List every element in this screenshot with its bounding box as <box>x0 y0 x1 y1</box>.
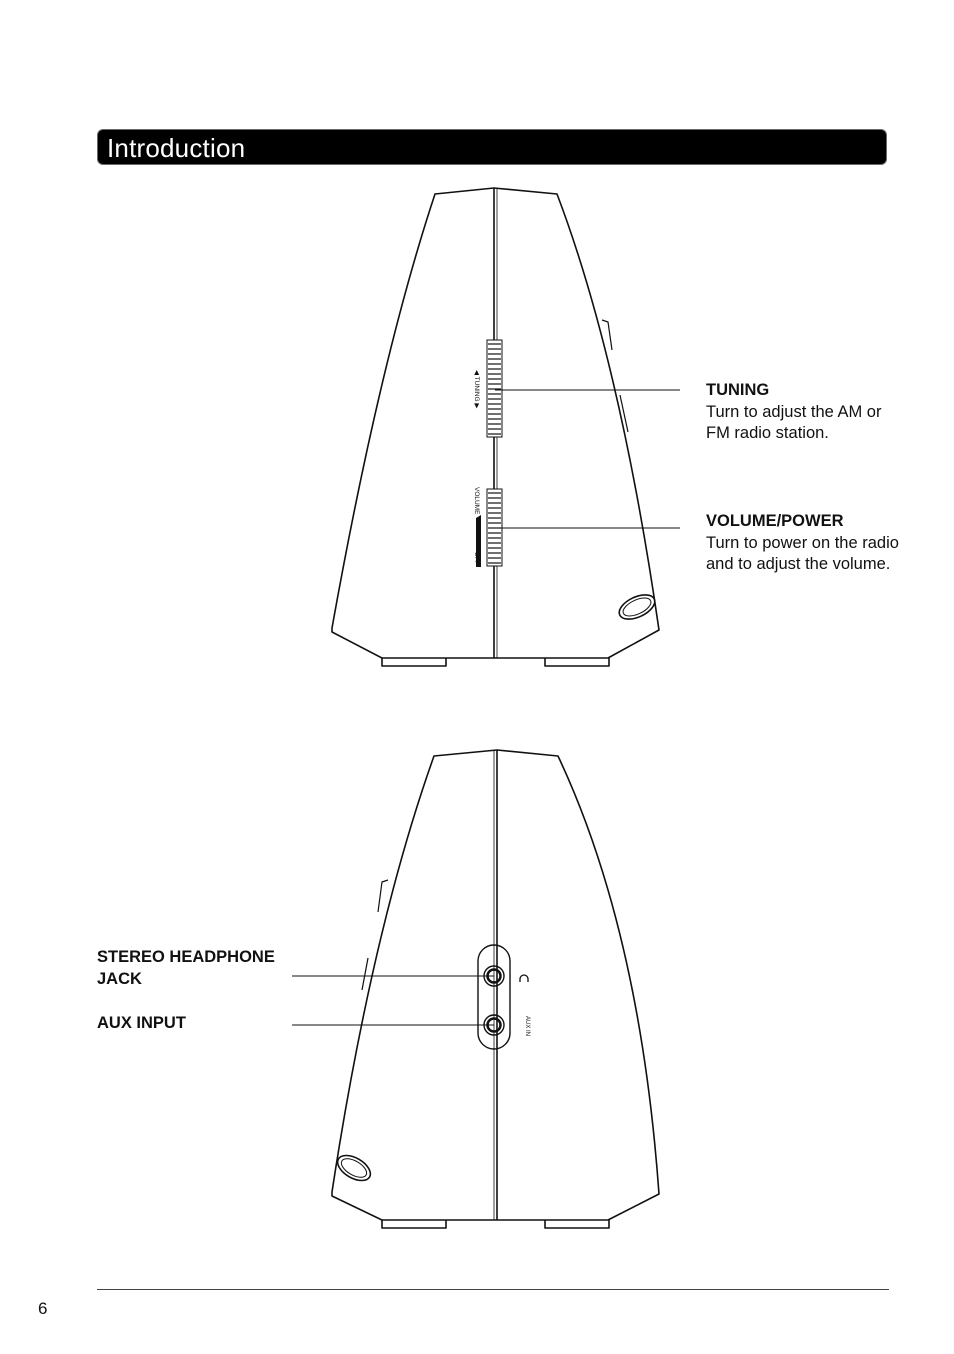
tuning-callout <box>706 380 906 445</box>
volume-callout-title: VOLUME/POWER <box>706 512 844 530</box>
aux-callout <box>97 1013 287 1035</box>
radio-foot-left <box>382 1220 446 1228</box>
headphone-callout-title: STEREO HEADPHONE JACK <box>97 948 275 988</box>
radio-side-bump <box>378 880 388 912</box>
radio-side-view-dials-illustration <box>320 180 680 670</box>
radio-foot-right <box>545 1220 609 1228</box>
speaker-port <box>616 590 659 624</box>
tuning-callout-text: Turn to adjust the AM or FM radio station. <box>706 402 882 442</box>
aux-in-label: AUX IN <box>524 1016 530 1037</box>
speaker-port <box>333 1150 374 1185</box>
radio-body-outline <box>332 750 659 1220</box>
tuning-callout-title: TUNING <box>706 381 770 399</box>
leader-line-extension <box>292 970 322 1030</box>
volume-callout-text: Turn to power on the radio and to adjust the volume. <box>706 533 899 573</box>
volume-callout <box>706 511 906 576</box>
volume-dial-label: VOLUME <box>473 487 480 515</box>
headphone-callout <box>97 947 287 990</box>
radio-side-view-jacks-illustration <box>320 742 680 1232</box>
aux-callout-title: AUX INPUT <box>97 1014 186 1032</box>
tuning-dial <box>487 340 502 437</box>
section-title: Introduction <box>107 133 246 163</box>
off-dial-label: OFF <box>473 552 479 564</box>
radio-foot-left <box>382 658 446 666</box>
page-number: 6 <box>38 1299 48 1318</box>
footer-rule <box>97 1289 889 1290</box>
tuning-dial-label: ◀ TUNING ▶ <box>473 370 480 409</box>
headphone-icon <box>520 975 528 982</box>
section-header <box>97 129 887 165</box>
radio-foot-right <box>545 658 609 666</box>
